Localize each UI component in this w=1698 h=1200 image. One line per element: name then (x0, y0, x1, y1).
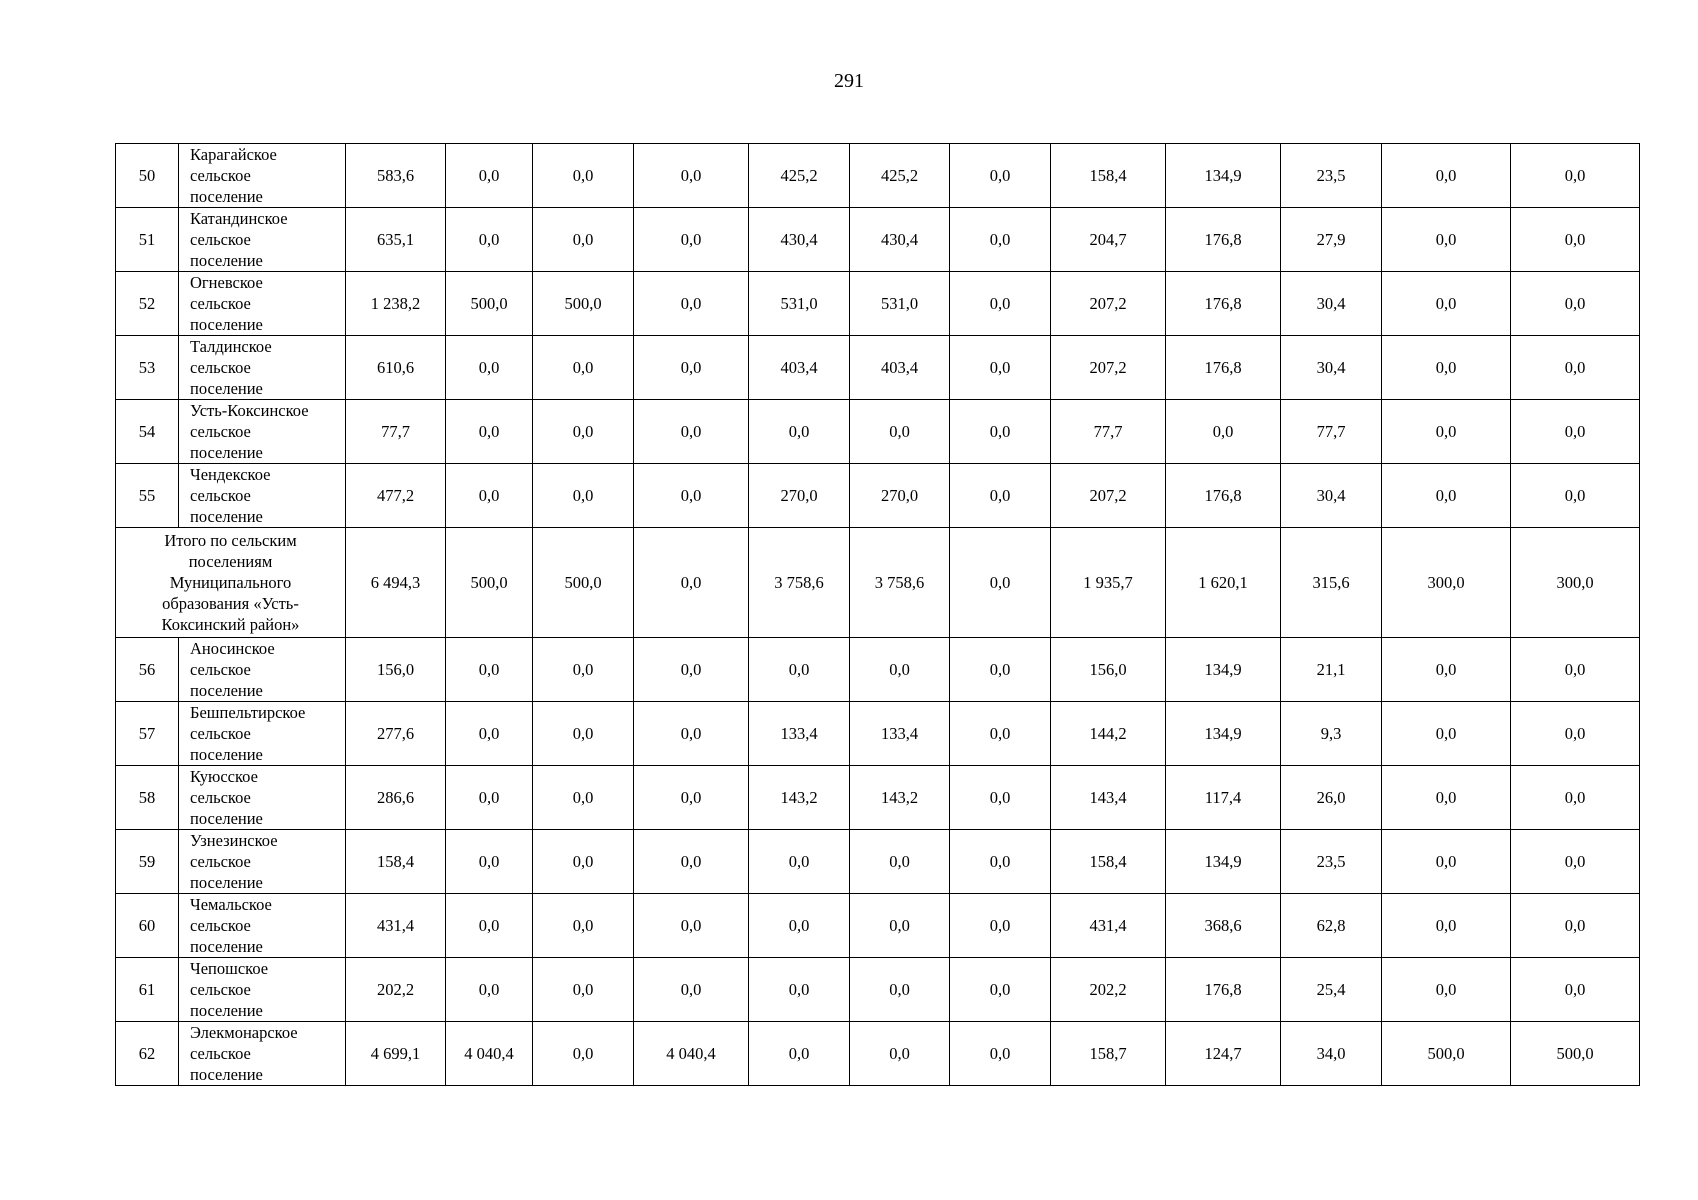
settlement-name-cell (179, 272, 346, 336)
value-cell: 0,0 (749, 638, 850, 702)
value-cell: 0,0 (634, 766, 749, 830)
settlement-name-line: поселение (190, 745, 263, 764)
row-number-cell: 58 (116, 766, 179, 830)
value-cell: 0,0 (749, 400, 850, 464)
value-cell: 0,0 (1511, 400, 1640, 464)
value-cell: 158,4 (1051, 144, 1166, 208)
settlement-name-cell (179, 702, 346, 766)
settlement-name-cell (179, 958, 346, 1022)
value-cell: 0,0 (634, 894, 749, 958)
value-cell: 143,2 (749, 766, 850, 830)
table-row (116, 272, 1640, 336)
settlement-name-line: Карагайское (190, 145, 277, 164)
value-cell: 431,4 (1051, 894, 1166, 958)
table-row (116, 830, 1640, 894)
value-cell: 0,0 (950, 638, 1051, 702)
row-number-cell: 55 (116, 464, 179, 528)
value-cell: 0,0 (1382, 638, 1511, 702)
settlement-name-line: Куюсское (190, 767, 258, 786)
value-cell: 0,0 (446, 464, 533, 528)
value-cell: 0,0 (533, 638, 634, 702)
value-cell: 176,8 (1166, 464, 1281, 528)
value-cell: 134,9 (1166, 830, 1281, 894)
total-value-cell: 300,0 (1382, 528, 1511, 638)
table-row (116, 208, 1640, 272)
value-cell: 133,4 (749, 702, 850, 766)
settlement-name-cell (179, 894, 346, 958)
total-value-cell: 3 758,6 (749, 528, 850, 638)
total-label-cell (116, 528, 346, 638)
value-cell: 0,0 (533, 894, 634, 958)
value-cell: 0,0 (446, 702, 533, 766)
value-cell: 0,0 (950, 958, 1051, 1022)
value-cell: 0,0 (1511, 766, 1640, 830)
value-cell: 0,0 (950, 464, 1051, 528)
value-cell: 77,7 (1281, 400, 1382, 464)
settlement-name-line: Элекмонарское (190, 1023, 298, 1042)
budget-table (115, 143, 1640, 1086)
total-value-cell: 0,0 (950, 528, 1051, 638)
table-row (116, 144, 1640, 208)
settlement-name-line: поселение (190, 1065, 263, 1084)
settlement-name-line: Усть-Коксинское (190, 401, 309, 420)
value-cell: 77,7 (346, 400, 446, 464)
value-cell: 0,0 (446, 766, 533, 830)
settlement-name-cell (179, 766, 346, 830)
value-cell: 403,4 (850, 336, 950, 400)
value-cell: 23,5 (1281, 830, 1382, 894)
settlement-name-line: поселение (190, 1001, 263, 1020)
total-value-cell: 500,0 (533, 528, 634, 638)
value-cell: 0,0 (1382, 336, 1511, 400)
settlement-name-cell (179, 830, 346, 894)
value-cell: 0,0 (533, 400, 634, 464)
settlement-name-line: поселение (190, 251, 263, 270)
value-cell: 134,9 (1166, 144, 1281, 208)
total-value-cell: 1 620,1 (1166, 528, 1281, 638)
value-cell: 156,0 (1051, 638, 1166, 702)
settlement-name-line: поселение (190, 809, 263, 828)
value-cell: 431,4 (346, 894, 446, 958)
settlement-name-line: Бешпельтирское (190, 703, 306, 722)
value-cell: 0,0 (1382, 830, 1511, 894)
value-cell: 0,0 (1166, 400, 1281, 464)
total-value-cell: 300,0 (1511, 528, 1640, 638)
page-number: 291 (834, 70, 864, 92)
row-number-cell: 54 (116, 400, 179, 464)
row-number-cell: 56 (116, 638, 179, 702)
value-cell: 158,7 (1051, 1022, 1166, 1086)
value-cell: 0,0 (634, 638, 749, 702)
settlement-name-line: Чемальское (190, 895, 272, 914)
value-cell: 0,0 (950, 400, 1051, 464)
value-cell: 0,0 (634, 144, 749, 208)
value-cell: 176,8 (1166, 272, 1281, 336)
settlement-name-line: сельское (190, 486, 251, 505)
value-cell: 0,0 (1382, 702, 1511, 766)
total-value-cell: 3 758,6 (850, 528, 950, 638)
total-value-cell: 0,0 (634, 528, 749, 638)
settlement-name-line: поселение (190, 681, 263, 700)
value-cell: 277,6 (346, 702, 446, 766)
settlement-name-line: Чепошское (190, 959, 269, 978)
value-cell: 430,4 (749, 208, 850, 272)
table-row (116, 336, 1640, 400)
value-cell: 0,0 (634, 272, 749, 336)
table-row (116, 400, 1640, 464)
value-cell: 500,0 (1511, 1022, 1640, 1086)
value-cell: 0,0 (950, 830, 1051, 894)
total-label-line: Муниципального (169, 573, 292, 592)
settlement-name-line: Аносинское (190, 639, 275, 658)
value-cell: 610,6 (346, 336, 446, 400)
value-cell: 143,2 (850, 766, 950, 830)
value-cell: 0,0 (533, 830, 634, 894)
value-cell: 368,6 (1166, 894, 1281, 958)
settlement-name-line: сельское (190, 294, 251, 313)
table-body (116, 144, 1640, 1086)
value-cell: 477,2 (346, 464, 446, 528)
value-cell: 134,9 (1166, 702, 1281, 766)
value-cell: 0,0 (533, 958, 634, 1022)
value-cell: 204,7 (1051, 208, 1166, 272)
settlement-name-cell (179, 638, 346, 702)
value-cell: 0,0 (850, 958, 950, 1022)
value-cell: 0,0 (950, 208, 1051, 272)
value-cell: 0,0 (634, 336, 749, 400)
value-cell: 0,0 (749, 830, 850, 894)
total-value-cell: 1 935,7 (1051, 528, 1166, 638)
settlement-name-line: сельское (190, 852, 251, 871)
settlement-name-line: Катандинское (190, 209, 288, 228)
value-cell: 500,0 (533, 272, 634, 336)
settlement-name-line: поселение (190, 937, 263, 956)
value-cell: 0,0 (634, 830, 749, 894)
value-cell: 27,9 (1281, 208, 1382, 272)
value-cell: 0,0 (1511, 894, 1640, 958)
row-number-cell: 59 (116, 830, 179, 894)
row-number-cell: 53 (116, 336, 179, 400)
value-cell: 62,8 (1281, 894, 1382, 958)
value-cell: 0,0 (1382, 208, 1511, 272)
value-cell: 1 238,2 (346, 272, 446, 336)
value-cell: 34,0 (1281, 1022, 1382, 1086)
value-cell: 4 040,4 (634, 1022, 749, 1086)
value-cell: 0,0 (850, 894, 950, 958)
value-cell: 0,0 (950, 144, 1051, 208)
row-number-cell: 60 (116, 894, 179, 958)
value-cell: 0,0 (1382, 464, 1511, 528)
value-cell: 0,0 (1382, 958, 1511, 1022)
value-cell: 0,0 (950, 336, 1051, 400)
total-label-line: образования «Усть- (162, 594, 299, 613)
value-cell: 0,0 (634, 464, 749, 528)
settlement-name-line: поселение (190, 873, 263, 892)
value-cell: 4 699,1 (346, 1022, 446, 1086)
settlement-name-cell (179, 400, 346, 464)
value-cell: 531,0 (749, 272, 850, 336)
total-label-line: Коксинский район» (161, 615, 300, 634)
value-cell: 144,2 (1051, 702, 1166, 766)
value-cell: 270,0 (749, 464, 850, 528)
value-cell: 0,0 (1511, 144, 1640, 208)
settlement-name-line: Узнезинское (190, 831, 278, 850)
settlement-name-line: сельское (190, 358, 251, 377)
settlement-name-line: сельское (190, 916, 251, 935)
settlement-name-cell (179, 464, 346, 528)
total-label-line: Итого по сельским (164, 531, 297, 550)
value-cell: 77,7 (1051, 400, 1166, 464)
value-cell: 0,0 (533, 766, 634, 830)
value-cell: 202,2 (346, 958, 446, 1022)
settlement-name-cell (179, 208, 346, 272)
value-cell: 156,0 (346, 638, 446, 702)
value-cell: 0,0 (1382, 272, 1511, 336)
value-cell: 0,0 (1382, 894, 1511, 958)
value-cell: 0,0 (446, 400, 533, 464)
value-cell: 0,0 (533, 208, 634, 272)
row-number-cell: 51 (116, 208, 179, 272)
row-number-cell: 57 (116, 702, 179, 766)
settlement-name-line: сельское (190, 788, 251, 807)
table-row (116, 1022, 1640, 1086)
row-number-cell: 61 (116, 958, 179, 1022)
value-cell: 207,2 (1051, 272, 1166, 336)
value-cell: 26,0 (1281, 766, 1382, 830)
settlement-name-cell (179, 336, 346, 400)
value-cell: 0,0 (446, 638, 533, 702)
value-cell: 0,0 (533, 464, 634, 528)
value-cell: 30,4 (1281, 272, 1382, 336)
value-cell: 0,0 (850, 638, 950, 702)
settlement-name-line: Чендекское (190, 465, 271, 484)
settlement-name-cell (179, 1022, 346, 1086)
table-row (116, 894, 1640, 958)
value-cell: 270,0 (850, 464, 950, 528)
value-cell: 0,0 (1511, 958, 1640, 1022)
value-cell: 425,2 (749, 144, 850, 208)
value-cell: 0,0 (634, 208, 749, 272)
value-cell: 0,0 (950, 702, 1051, 766)
value-cell: 0,0 (533, 1022, 634, 1086)
value-cell: 176,8 (1166, 336, 1281, 400)
value-cell: 0,0 (1382, 766, 1511, 830)
row-number-cell: 52 (116, 272, 179, 336)
total-row (116, 528, 1640, 638)
value-cell: 0,0 (1382, 400, 1511, 464)
value-cell: 0,0 (950, 1022, 1051, 1086)
value-cell: 0,0 (446, 958, 533, 1022)
value-cell: 0,0 (634, 400, 749, 464)
settlement-name-line: сельское (190, 724, 251, 743)
value-cell: 202,2 (1051, 958, 1166, 1022)
value-cell: 0,0 (1382, 144, 1511, 208)
value-cell: 0,0 (446, 208, 533, 272)
value-cell: 0,0 (1511, 464, 1640, 528)
value-cell: 0,0 (634, 958, 749, 1022)
value-cell: 0,0 (1511, 830, 1640, 894)
value-cell: 0,0 (446, 336, 533, 400)
settlement-name-line: сельское (190, 660, 251, 679)
value-cell: 0,0 (950, 766, 1051, 830)
value-cell: 207,2 (1051, 336, 1166, 400)
settlement-name-line: Огневское (190, 273, 263, 292)
value-cell: 124,7 (1166, 1022, 1281, 1086)
value-cell: 0,0 (1511, 336, 1640, 400)
value-cell: 0,0 (446, 830, 533, 894)
value-cell: 0,0 (850, 1022, 950, 1086)
value-cell: 500,0 (1382, 1022, 1511, 1086)
table-row (116, 464, 1640, 528)
value-cell: 158,4 (1051, 830, 1166, 894)
settlement-name-line: сельское (190, 230, 251, 249)
settlement-name-line: сельское (190, 166, 251, 185)
value-cell: 133,4 (850, 702, 950, 766)
total-label-line: поселениям (188, 552, 273, 571)
value-cell: 0,0 (533, 702, 634, 766)
value-cell: 531,0 (850, 272, 950, 336)
value-cell: 0,0 (749, 958, 850, 1022)
value-cell: 30,4 (1281, 336, 1382, 400)
table-row (116, 638, 1640, 702)
value-cell: 207,2 (1051, 464, 1166, 528)
value-cell: 0,0 (950, 272, 1051, 336)
table-row (116, 702, 1640, 766)
value-cell: 0,0 (850, 400, 950, 464)
value-cell: 0,0 (1511, 208, 1640, 272)
settlement-name-line: сельское (190, 422, 251, 441)
settlement-name-line: сельское (190, 980, 251, 999)
settlement-name-line: поселение (190, 379, 263, 398)
value-cell: 0,0 (533, 336, 634, 400)
value-cell: 134,9 (1166, 638, 1281, 702)
settlement-name-cell (179, 144, 346, 208)
value-cell: 635,1 (346, 208, 446, 272)
table-row (116, 766, 1640, 830)
settlement-name-line: сельское (190, 1044, 251, 1063)
settlement-name-line: поселение (190, 187, 263, 206)
settlement-name-line: поселение (190, 507, 263, 526)
value-cell: 430,4 (850, 208, 950, 272)
settlement-name-line: поселение (190, 443, 263, 462)
value-cell: 25,4 (1281, 958, 1382, 1022)
settlement-name-line: поселение (190, 315, 263, 334)
value-cell: 0,0 (446, 144, 533, 208)
value-cell: 0,0 (1511, 638, 1640, 702)
value-cell: 583,6 (346, 144, 446, 208)
value-cell: 23,5 (1281, 144, 1382, 208)
total-value-cell: 6 494,3 (346, 528, 446, 638)
value-cell: 0,0 (634, 702, 749, 766)
value-cell: 21,1 (1281, 638, 1382, 702)
value-cell: 0,0 (1511, 702, 1640, 766)
total-value-cell: 315,6 (1281, 528, 1382, 638)
total-value-cell: 500,0 (446, 528, 533, 638)
value-cell: 0,0 (749, 894, 850, 958)
value-cell: 0,0 (1511, 272, 1640, 336)
value-cell: 143,4 (1051, 766, 1166, 830)
value-cell: 117,4 (1166, 766, 1281, 830)
value-cell: 4 040,4 (446, 1022, 533, 1086)
value-cell: 0,0 (850, 830, 950, 894)
value-cell: 500,0 (446, 272, 533, 336)
value-cell: 425,2 (850, 144, 950, 208)
value-cell: 0,0 (446, 894, 533, 958)
settlement-name-line: Талдинское (190, 337, 272, 356)
value-cell: 158,4 (346, 830, 446, 894)
value-cell: 0,0 (533, 144, 634, 208)
value-cell: 0,0 (950, 894, 1051, 958)
value-cell: 30,4 (1281, 464, 1382, 528)
value-cell: 286,6 (346, 766, 446, 830)
value-cell: 9,3 (1281, 702, 1382, 766)
row-number-cell: 62 (116, 1022, 179, 1086)
value-cell: 176,8 (1166, 958, 1281, 1022)
value-cell: 176,8 (1166, 208, 1281, 272)
value-cell: 403,4 (749, 336, 850, 400)
table-row (116, 958, 1640, 1022)
row-number-cell: 50 (116, 144, 179, 208)
value-cell: 0,0 (749, 1022, 850, 1086)
